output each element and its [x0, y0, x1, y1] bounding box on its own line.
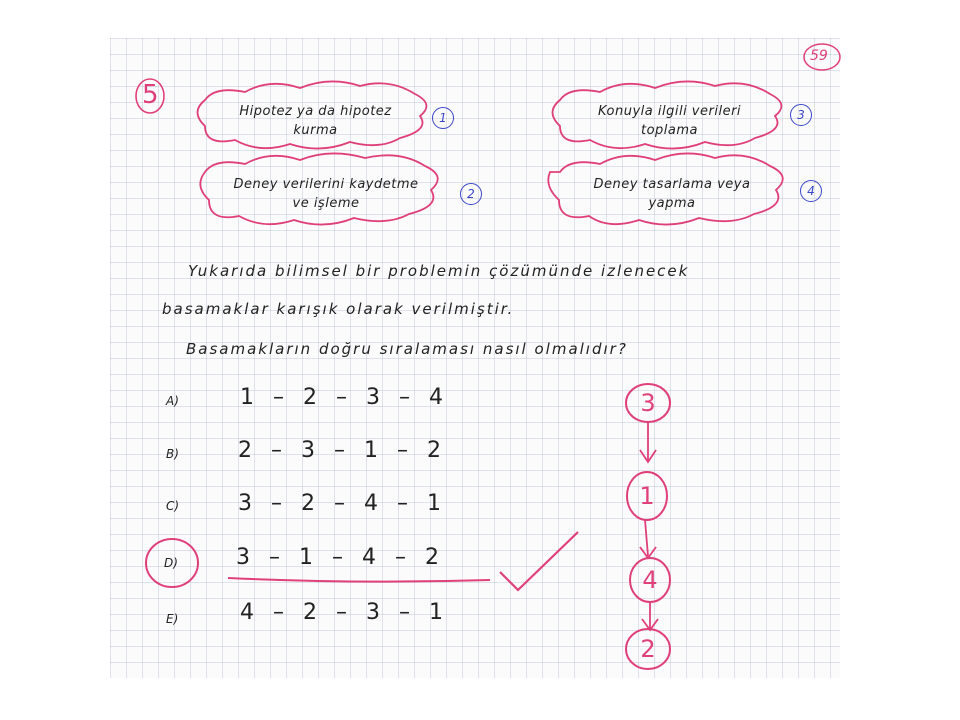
option-a-letter: A) — [166, 394, 179, 408]
page-number: 59 — [810, 48, 828, 64]
step-4-number: 4 — [800, 180, 822, 202]
question-line-1: Yukarıda bilimsel bir problemin çözümünde izlenecek — [188, 262, 690, 280]
step-1-text: Hipotez ya da hipotez kurma — [239, 104, 392, 138]
step-3-text: Konuyla ilgili verileri toplama — [597, 104, 742, 138]
step-1-number: 1 — [432, 107, 454, 129]
step-4-text: Deney tasarlama veya yapma — [593, 177, 751, 211]
arrow-icon — [640, 423, 656, 462]
option-d-letter: D) — [164, 556, 178, 570]
option-c-letter: C) — [166, 499, 180, 513]
question-line-2: basamaklar karışık olarak verilmiştir. — [162, 300, 515, 318]
step-2-text: Deney verilerini kaydetme ve işleme — [233, 177, 419, 211]
option-b-sequence: 2 – 3 – 1 – 2 — [238, 438, 447, 463]
option-b-letter: B) — [166, 447, 179, 461]
option-d-sequence: 3 – 1 – 4 – 2 — [236, 545, 445, 570]
arrow-icon — [640, 520, 656, 558]
step-2-number: 2 — [460, 183, 482, 205]
chain-number: 2 — [640, 635, 656, 663]
chain-number: 1 — [639, 482, 655, 510]
chain-number: 3 — [640, 389, 656, 417]
chain-number: 4 — [642, 566, 658, 594]
option-e-sequence: 4 – 2 – 3 – 1 — [240, 600, 449, 625]
checkmark-icon — [500, 532, 578, 590]
step-3-number: 3 — [790, 104, 812, 126]
question-line-3: Basamakların doğru sıralaması nasıl olmalıdır? — [186, 340, 628, 358]
question-number: 5 — [142, 80, 159, 110]
arrow-icon — [642, 602, 658, 630]
option-e-letter: E) — [166, 612, 179, 626]
option-c-sequence: 3 – 2 – 4 – 1 — [238, 491, 447, 516]
answer-underline — [228, 578, 490, 582]
option-a-sequence: 1 – 2 – 3 – 4 — [240, 385, 449, 410]
